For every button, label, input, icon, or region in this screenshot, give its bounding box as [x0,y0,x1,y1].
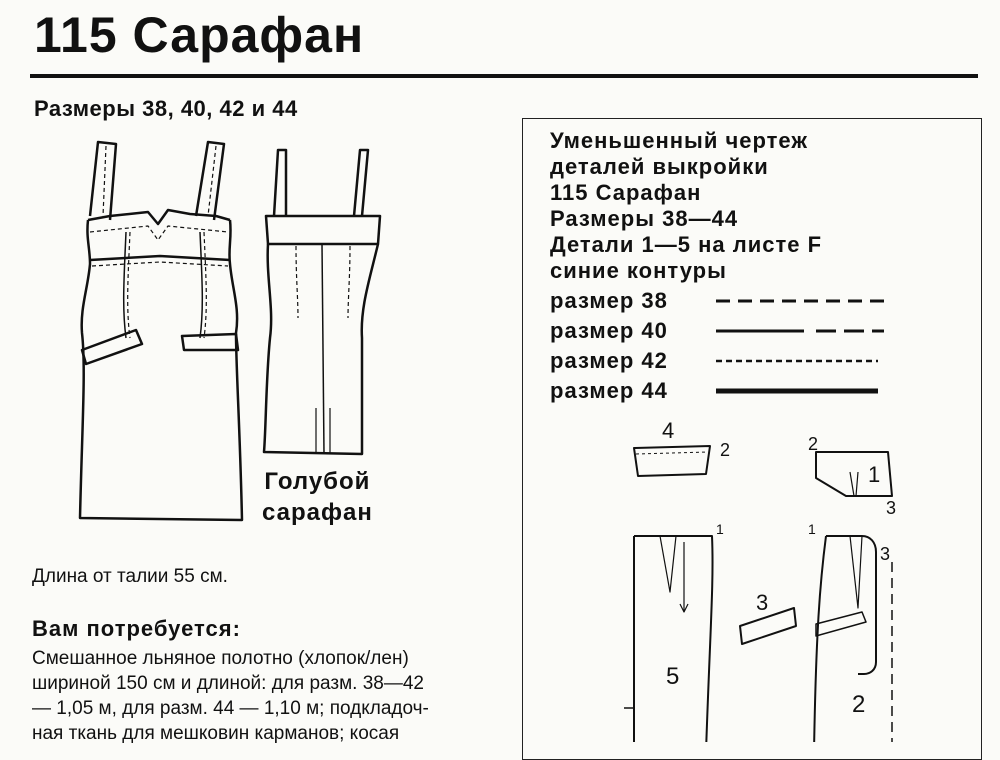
panel-line: Детали 1—5 на листе F [550,232,823,257]
page-title: 115 Сарафан [34,7,365,63]
piece-label: 2 [808,434,819,454]
requirements-line: шириной 150 см и длиной: для разм. 38—42 [32,673,424,694]
piece-label: 3 [886,498,897,518]
legend-row-40 [550,316,886,346]
piece-label: 5 [666,663,680,690]
requirements-heading: Вам потребуется: [32,616,241,641]
requirements-text [32,646,502,746]
pattern-panel-text [550,128,822,284]
long-dash-line-icon [716,296,886,306]
sizes-line: Размеры 38, 40, 42 и 44 [34,96,298,121]
requirements-line: — 1,05 м, для разм. 44 — 1,10 м; подкладоч- [32,698,429,719]
legend-row-44 [550,376,886,406]
piece-label: 1 [808,521,816,537]
caption-line-2: сарафан [262,499,373,526]
pattern-pieces-drawing [600,412,980,742]
sketch-caption [262,466,373,528]
legend-label: размер 40 [550,318,668,343]
piece-label: 2 [720,440,731,460]
panel-line: деталей выкройки [550,154,769,179]
panel-line: Уменьшенный чертеж [550,128,808,153]
requirements-line: Смешанное льняное полотно (хлопок/лен) [32,648,409,669]
legend-label: размер 38 [550,288,668,313]
short-dash-line-icon [716,356,886,366]
caption-line-1: Голубой [264,468,371,495]
title-divider [30,74,978,78]
dash-dot-line-icon [716,326,886,336]
legend-label: размер 42 [550,348,668,373]
requirements-line: ная ткань для мешковин карманов; косая [32,723,400,744]
legend-row-38 [550,286,886,316]
panel-line: синие контуры [550,258,727,283]
piece-label: 3 [756,590,769,615]
piece-label: 2 [852,691,866,718]
legend-row-42 [550,346,886,376]
solid-bold-line-icon [716,386,886,396]
panel-line: 115 Сарафан [550,180,702,205]
panel-line: Размеры 38—44 [550,206,739,231]
legend-label: размер 44 [550,378,668,403]
sundress-sketch [60,128,430,528]
length-note: Длина от талии 55 см. [32,566,228,587]
piece-label: 1 [716,521,724,537]
piece-label: 4 [662,418,675,443]
size-legend [550,286,886,406]
piece-label: 1 [868,462,881,487]
piece-label: 3 [880,544,891,564]
